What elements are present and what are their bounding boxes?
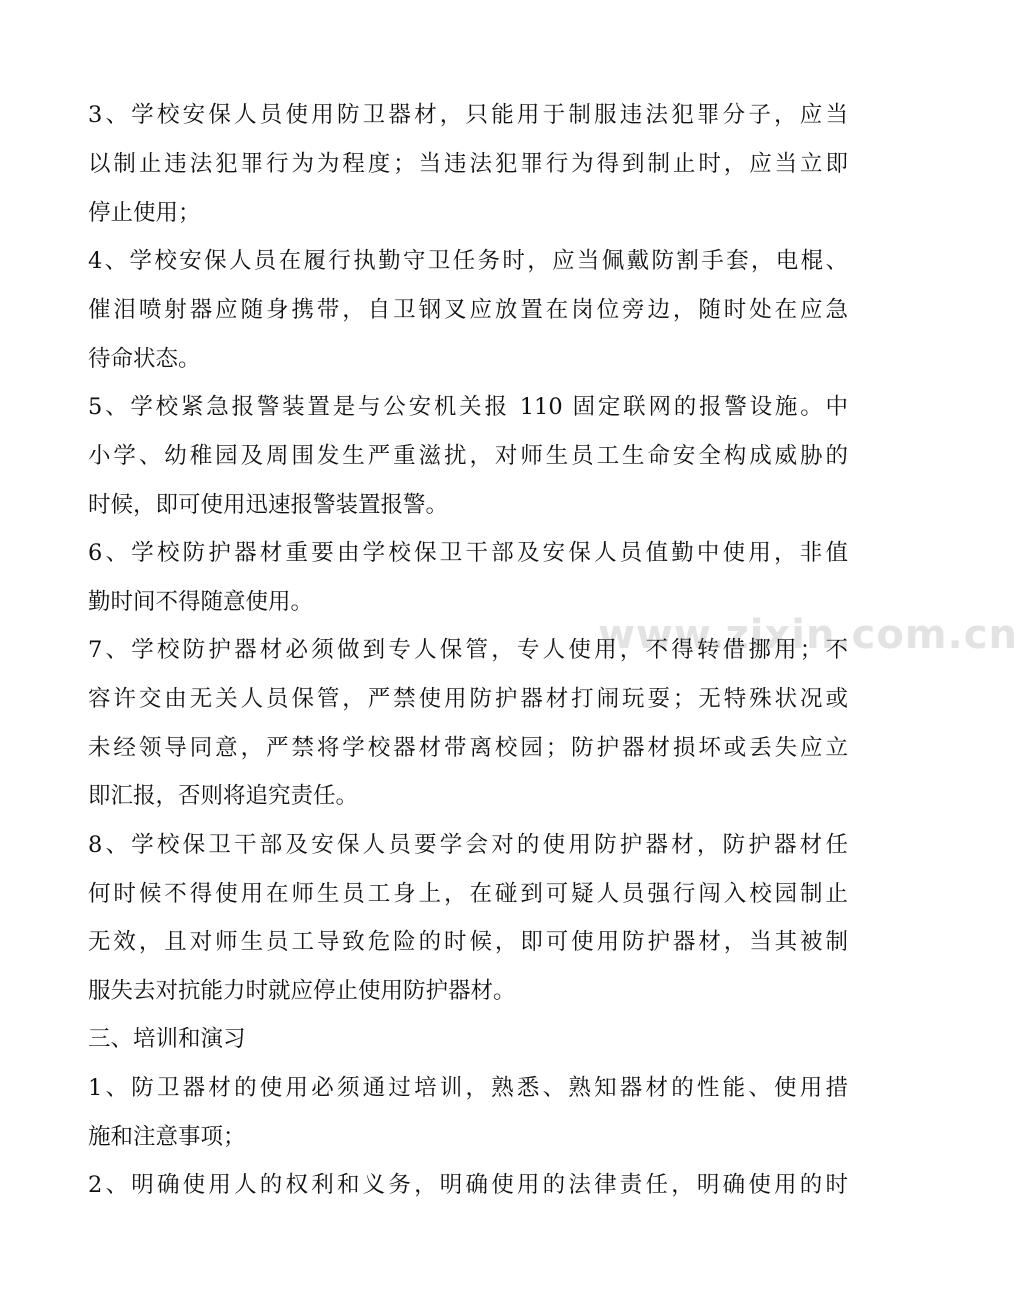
text-line: 未经领导同意，严禁将学校器材带离校园；防护器材损坏或丢失应立: [88, 735, 848, 761]
watermark: www.zixin.com.cn: [598, 612, 1018, 658]
text-line: 6、学校防护器材重要由学校保卫干部及安保人员值勤中使用，非值: [88, 540, 848, 566]
text-line: 施和注意事项；: [88, 1124, 246, 1150]
text-line: 4、学校安保人员在履行执勤守卫任务时，应当佩戴防割手套，电棍、: [88, 248, 848, 274]
text-line: 8、学校保卫干部及安保人员要学会对的使用防护器材，防护器材任: [88, 832, 848, 858]
text-line: 7、学校防护器材必须做到专人保管，专人使用，不得转借挪用；不: [88, 637, 848, 663]
text-line: 3、学校安保人员使用防卫器材，只能用于制服违法犯罪分子，应当: [88, 102, 848, 128]
text-line: 即汇报，否则将追究责任。: [88, 783, 359, 809]
text-line: 何时候不得使用在师生员工身上，在碰到可疑人员强行闯入校园制止: [88, 881, 848, 907]
text-line: 服失去对抗能力时就应停止使用防护器材。: [88, 978, 516, 1004]
text-line: 容许交由无关人员保管，严禁使用防护器材打闹玩耍；无特殊状况或: [88, 686, 848, 712]
text-line: 时候，即可使用迅速报警装置报警。: [88, 492, 449, 518]
text-line: 勤时间不得随意使用。: [88, 589, 314, 615]
text-line: 无效，且对师生员工导致危险的时候，即可使用防护器材，当其被制: [88, 929, 848, 955]
text-line: 5、学校紧急报警装置是与公安机关报 110 固定联网的报警设施。中: [88, 394, 848, 420]
text-line: 停止使用；: [88, 200, 201, 226]
text-line: 催泪喷射器应随身携带，自卫钢叉应放置在岗位旁边，随时处在应急: [88, 297, 848, 323]
text-line: 待命状态。: [88, 346, 201, 372]
text-line: 1、防卫器材的使用必须通过培训，熟悉、熟知器材的性能、使用措: [88, 1075, 848, 1101]
section-heading: 三、培训和演习: [88, 1026, 246, 1052]
text-line: 2、明确使用人的权利和义务，明确使用的法律责任，明确使用的时: [88, 1172, 848, 1198]
text-line: 小学、幼稚园及周围发生严重滋扰，对师生员工生命安全构成威胁的: [88, 443, 848, 469]
text-line: 以制止违法犯罪行为为程度；当违法犯罪行为得到制止时，应当立即: [88, 151, 848, 177]
